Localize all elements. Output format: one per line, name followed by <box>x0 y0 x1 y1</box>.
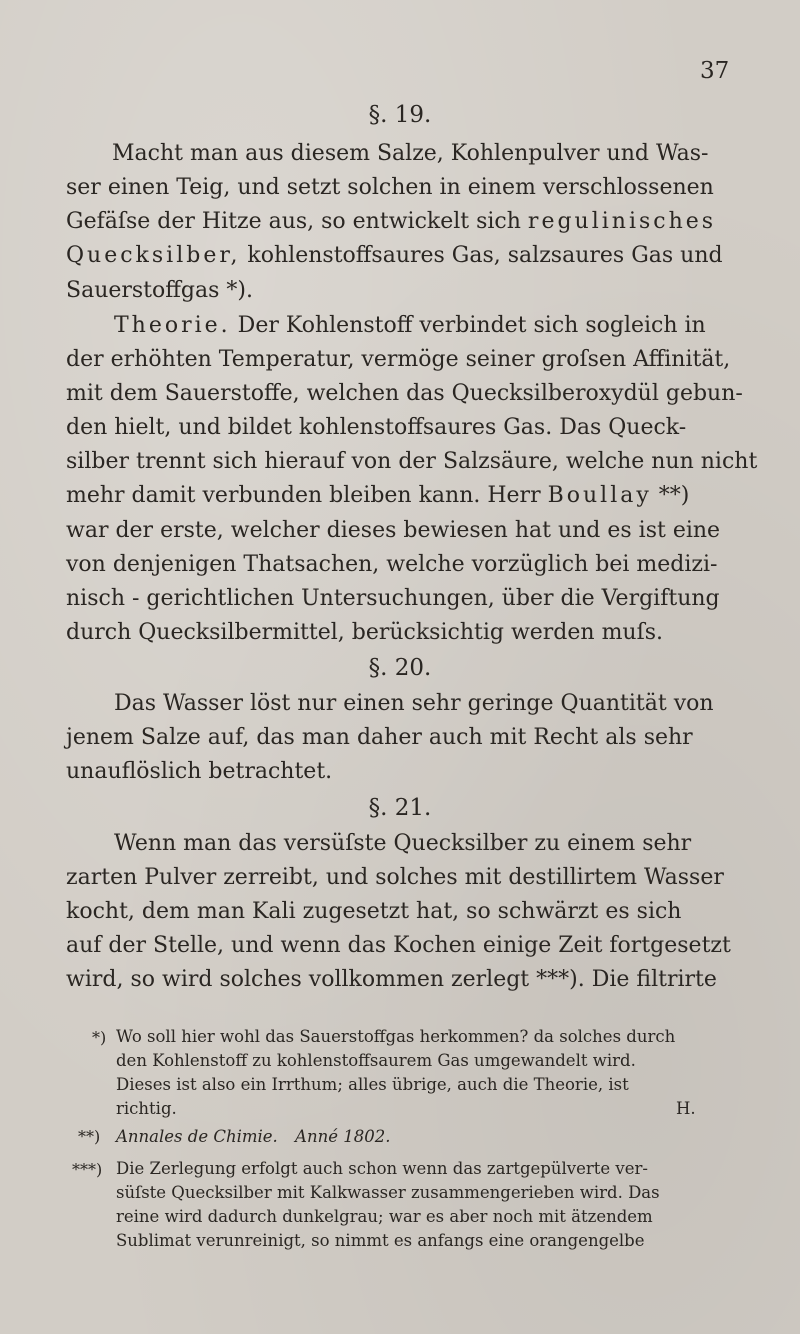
paragraph-line: der erhöhten Temperatur, vermöge seiner groſsen Affinität, <box>66 347 731 372</box>
spaced-word: Quecksilber, <box>66 243 241 268</box>
footnote-mark: **) <box>78 1127 101 1146</box>
page-number: 37 <box>700 58 730 84</box>
paragraph-line <box>0 482 689 510</box>
footnote-signature: H. <box>676 1099 696 1118</box>
spaced-word: regulinisches <box>527 209 717 234</box>
paragraph-line: Macht man aus diesem Salze, Kohlenpulver und Was- <box>112 141 709 166</box>
footnote-line: reine wird dadurch dunkelgrau; war es aber noch mit ätzendem <box>116 1207 653 1226</box>
section-heading-21: §. 21. <box>368 795 432 821</box>
paragraph-text: Der Kohlenstoff verbindet sich sogleich in <box>230 313 706 338</box>
footnote-line: Sublimat verunreinigt, so nimmt es anfangs eine orangengelbe <box>116 1231 645 1250</box>
paragraph-line: den hielt, und bildet kohlenstoffsaures Gas. Das Queck- <box>66 415 687 440</box>
paragraph-text: Gefäſse der Hitze aus, so entwickelt sich <box>66 209 521 234</box>
section-heading-20: §. 20. <box>368 655 432 681</box>
paragraph-line: war der erste, welcher dieses bewiesen hat und es ist eine <box>66 518 721 543</box>
footnote-line: den Kohlenstoff zu kohlenstoffsaurem Gas umgewandelt wird. <box>116 1051 636 1070</box>
paragraph-line: Wenn man das versüſste Quecksilber zu einem sehr <box>114 831 692 856</box>
paragraph-line <box>0 208 716 236</box>
theory-label: Theorie. <box>114 313 231 338</box>
paragraph-line: unauflöslich betrachtet. <box>66 759 333 784</box>
footnote-line: Wo soll hier wohl das Sauerstoffgas herkommen? da solches durch <box>116 1027 676 1046</box>
paragraph-line: von denjenigen Thatsachen, welche vorzüglich bei medizi- <box>66 552 718 577</box>
paragraph-line: durch Quecksilbermittel, berücksichtig werden muſs. <box>66 620 664 645</box>
paragraph-line: jenem Salze auf, das man daher auch mit Recht als sehr <box>66 725 693 750</box>
journal-title: Annales de Chimie. <box>116 1127 278 1146</box>
paragraph-line <box>0 312 706 340</box>
footnote-line: Dieses ist also ein Irrthum; alles übrige, auch die Theorie, ist <box>116 1075 629 1094</box>
footnote-line: richtig. <box>116 1099 177 1118</box>
paragraph-line: mit dem Sauerstoffe, welchen das Quecksilberoxydül gebun- <box>66 381 743 406</box>
paragraph-text: mehr damit verbunden bleiben kann. Herr <box>66 483 548 508</box>
footnote-ref: **) <box>651 483 690 508</box>
paragraph-line: silber trennt sich hierauf von der Salzsäure, welche nun nicht <box>66 449 758 474</box>
paragraph-line: zarten Pulver zerreibt, und solches mit destillirtem Wasser <box>66 865 724 890</box>
section-heading-19: §. 19. <box>368 102 432 128</box>
footnote-mark: ***) <box>72 1160 103 1179</box>
paragraph-line: auf der Stelle, und wenn das Kochen einige Zeit fortgesetzt <box>66 933 731 958</box>
paragraph-text: kohlenstoffsaures Gas, salzsaures Gas und <box>240 243 723 268</box>
footnote-citation <box>116 1126 390 1148</box>
paragraph-line: ser einen Teig, und setzt solchen in einem verschlossenen <box>66 175 714 200</box>
paragraph-line: wird, so wird solches vollkommen zerlegt ***). Die filtrirte <box>66 967 717 992</box>
footnote-line: süſste Quecksilber mit Kalkwasser zusammengerieben wird. Das <box>116 1183 660 1202</box>
citation-year: Anné 1802. <box>295 1127 391 1146</box>
paragraph-line: nisch - gerichtlichen Untersuchungen, über die Vergiftung <box>66 586 720 611</box>
paragraph-line: Sauerstoffgas *). <box>66 278 253 303</box>
spaced-name: Boullay <box>547 483 652 508</box>
footnote-mark: *) <box>92 1028 107 1047</box>
paragraph-line: kocht, dem man Kali zugesetzt hat, so schwärzt es sich <box>66 899 682 924</box>
paragraph-line <box>0 242 723 270</box>
paragraph-line: Das Wasser löst nur einen sehr geringe Quantität von <box>114 691 714 716</box>
footnote-line: Die Zerlegung erfolgt auch schon wenn das zartgepülverte ver- <box>116 1159 648 1178</box>
